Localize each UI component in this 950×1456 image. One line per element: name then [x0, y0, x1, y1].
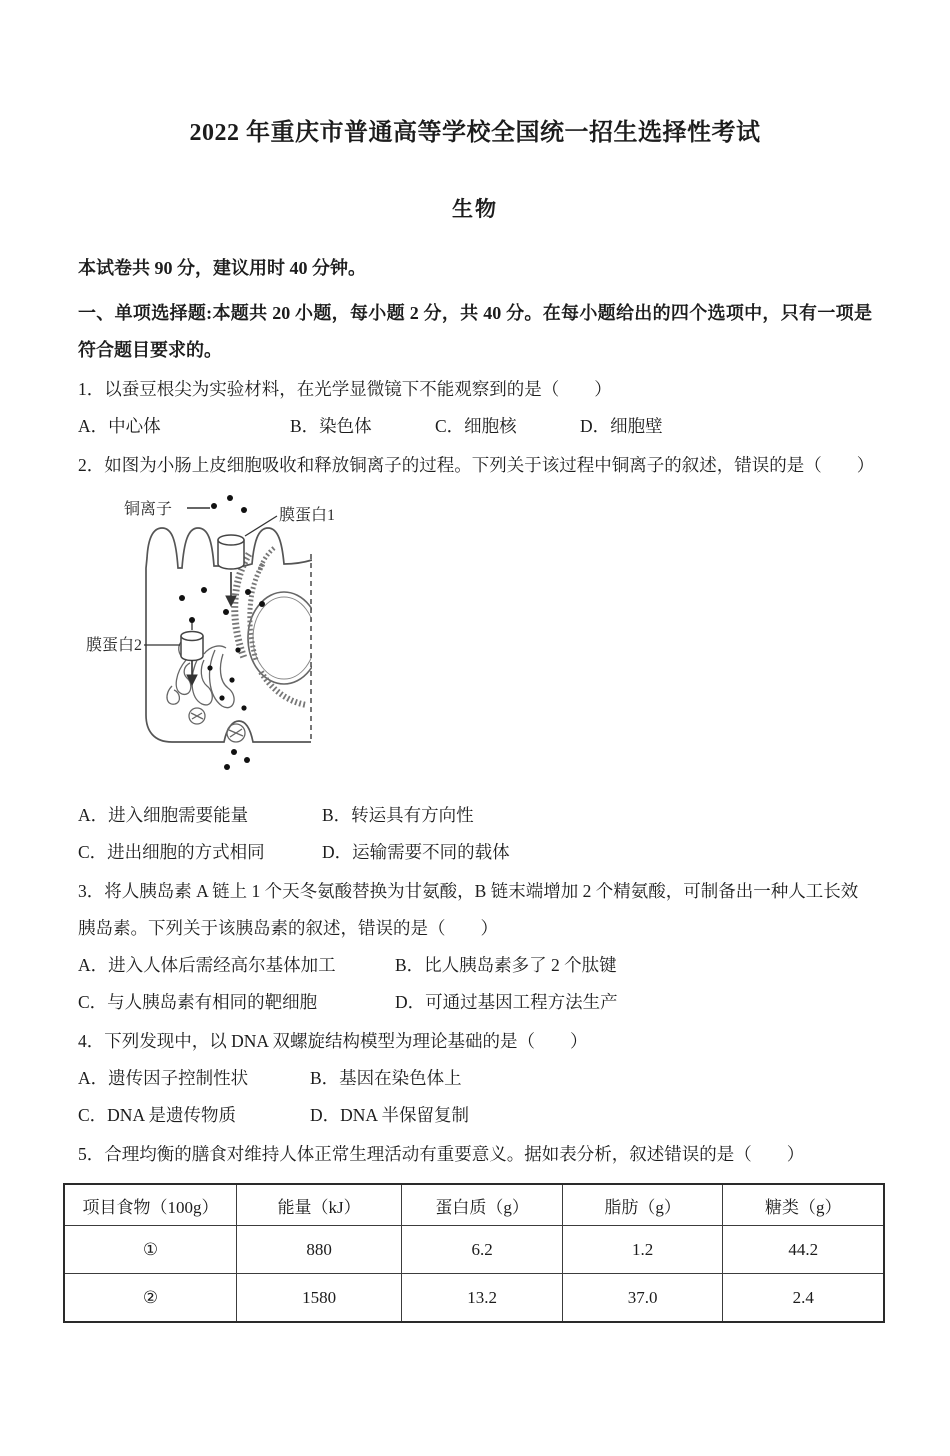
copper-ion-dots-released: [224, 749, 250, 770]
question-2-options-row-1: [78, 797, 872, 834]
membrane-protein-1-label: 膜蛋白1: [279, 507, 336, 524]
nucleus-inner-line: [253, 597, 315, 679]
exam-page: [0, 112, 950, 1456]
nutrition-cell: 44.2: [723, 1226, 884, 1274]
nutrition-cell: 13.2: [402, 1274, 563, 1323]
nucleus-outline: [248, 592, 320, 684]
nutrition-header-fat: 脂肪（g）: [562, 1184, 723, 1226]
q1-option-a: A．中心体: [78, 416, 161, 436]
section-1-header: 一、单项选择题:本题共 20 小题，每小题 2 分，共 40 分。在每小题给出的四个选项中，只有一项是符合题目要求的。: [78, 303, 872, 360]
cell-diagram: [86, 490, 422, 790]
nutrition-cell: 1.2: [562, 1226, 723, 1274]
question-3-options-row-1: [78, 947, 872, 984]
question-2-stem: 2．如图为小肠上皮细胞吸收和释放铜离子的过程。下列关于该过程中铜离子的叙述，错误的是（ ）: [78, 455, 875, 475]
nutrition-cell: 880: [236, 1226, 401, 1274]
nutrition-cell: 37.0: [562, 1274, 723, 1323]
nutrition-header-energy: 能量（kJ）: [236, 1184, 401, 1226]
nutrition-cell: 6.2: [402, 1226, 563, 1274]
question-2-figure: [86, 490, 872, 795]
question-2-options-row-2: [78, 834, 872, 871]
q2-option-d: D．运输需要不同的载体: [322, 842, 510, 862]
exam-title: 2022 年重庆市普通高等学校全国统一招生选择性考试: [189, 120, 761, 146]
er-band: [260, 548, 274, 570]
membrane-protein-2: [181, 632, 203, 661]
clip-mask: [312, 528, 422, 746]
question-4-options-row-2: [78, 1097, 872, 1134]
exam-note: 本试卷共 90 分，建议用时 40 分钟。: [78, 258, 366, 278]
question-1-stem: 1．以蚕豆根尖为实验材料，在光学显微镜下不能观察到的是（ ）: [78, 379, 612, 399]
nutrition-header-sugar: 糖类（g）: [723, 1184, 884, 1226]
membrane-protein-1-pointer: [245, 516, 277, 536]
q2-option-b: B．转运具有方向性: [322, 805, 474, 825]
nutrition-cell: 2.4: [723, 1274, 884, 1323]
nutrition-table-header-row: [64, 1184, 884, 1226]
vesicle: [227, 724, 245, 742]
membrane-protein-2-label: 膜蛋白2: [86, 637, 143, 654]
question-4-options-row-1: [78, 1060, 872, 1097]
q3-option-d: D．可通过基因工程方法生产: [395, 992, 618, 1012]
question-1-options: [78, 408, 872, 445]
q3-option-a: A．进入人体后需经高尔基体加工: [78, 955, 336, 975]
membrane-protein-1: [218, 535, 244, 569]
exam-subject: 生物: [452, 197, 498, 221]
er-band: [250, 564, 263, 660]
nutrition-cell: ②: [64, 1274, 236, 1323]
q4-option-c: C．DNA 是遗传物质: [78, 1105, 236, 1125]
copper-ion-label: 铜离子: [124, 501, 173, 518]
transport-arrow-in: [226, 572, 236, 606]
nutrition-header-protein: 蛋白质（g）: [402, 1184, 563, 1226]
nutrition-cell: 1580: [236, 1274, 401, 1323]
q1-option-b: B．染色体: [290, 416, 372, 436]
question-3-options-row-2: [78, 984, 872, 1021]
q3-option-c: C．与人胰岛素有相同的靶细胞: [78, 992, 318, 1012]
question-3-stem: 3．将人胰岛素 A 链上 1 个天冬氨酸替换为甘氨酸，B 链末端增加 2 个精氨酸，可制备出一种人工长效胰岛素。下列关于该胰岛素的叙述，错误的是（ ）: [78, 881, 859, 938]
nutrition-table-row-2: [64, 1274, 884, 1323]
q4-option-a: A．遗传因子控制性状: [78, 1068, 249, 1088]
nutrition-table-row-1: [64, 1226, 884, 1274]
vesicle: [189, 708, 205, 724]
q2-option-a: A．进入细胞需要能量: [78, 805, 249, 825]
q4-option-d: D．DNA 半保留复制: [310, 1105, 469, 1125]
question-4-stem: 4．下列发现中，以 DNA 双螺旋结构模型为理论基础的是（ ）: [78, 1031, 588, 1051]
er-band: [235, 554, 249, 658]
er-band: [261, 672, 307, 705]
q1-option-d: D．细胞壁: [580, 416, 663, 436]
nutrition-header-item: 项目食物（100g）: [64, 1184, 236, 1226]
copper-ion-dots-outside-top: [211, 495, 247, 513]
q3-option-b: B．比人胰岛素多了 2 个肽键: [395, 955, 617, 975]
q1-option-c: C．细胞核: [435, 416, 517, 436]
q2-option-c: C．进出细胞的方式相同: [78, 842, 265, 862]
nutrition-table: [63, 1183, 885, 1323]
q4-option-b: B．基因在染色体上: [310, 1068, 462, 1088]
question-5-stem: 5．合理均衡的膳食对维持人体正常生理活动有重要意义。据如表分析，叙述错误的是（ ）: [78, 1144, 805, 1164]
nutrition-cell: ①: [64, 1226, 236, 1274]
